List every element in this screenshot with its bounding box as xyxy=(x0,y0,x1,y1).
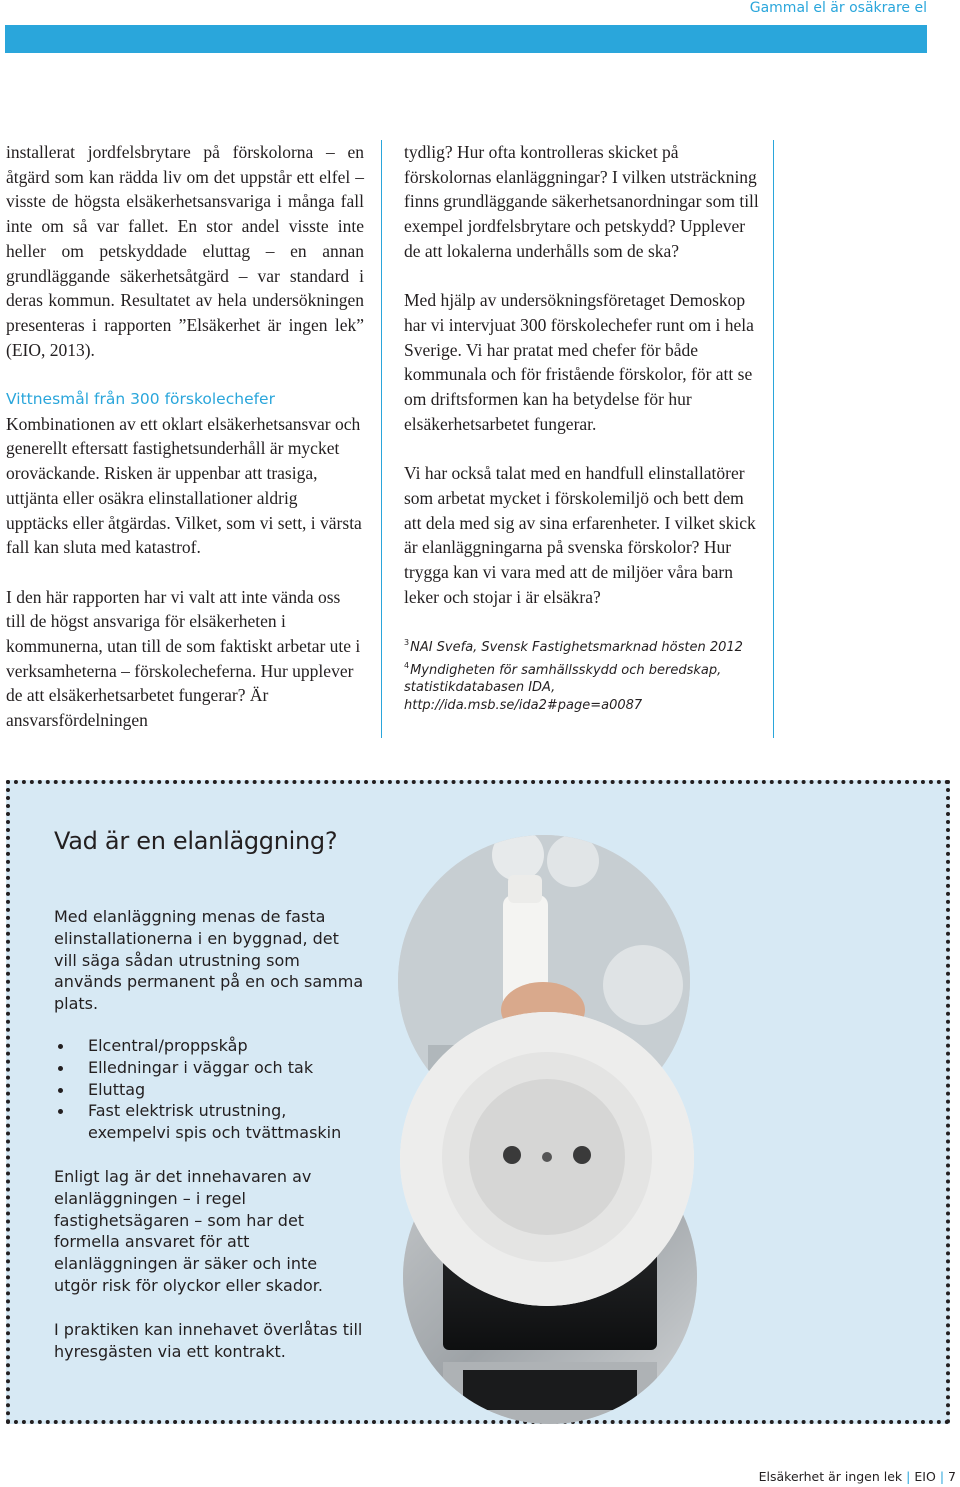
footer-separator: | xyxy=(939,1469,945,1484)
list-item-text: Eluttag xyxy=(88,1079,146,1099)
left-paragraph-2: Kombinationen av ett oklart elsäkerhetsansvar och generellt eftersatt fastighetsunderhåll är mycket oroväckande. Risken är uppenbar att trasiga, uttjänta eller osäkra elinstallationer aldrig upptäcks eller åtgärdas. Vilket, som vi sett, i värsta fall kan sluta med katastrof. xyxy=(6,413,362,558)
socket-photo xyxy=(400,1012,694,1306)
fact-box-intro: Med elanläggning menas de fasta elinstallationerna i en byggnad, det vill säga sådan utrustning som används permanent på en och samma plats. xyxy=(54,907,364,1014)
right-paragraph-3: Vi har också talat med en handfull elinstallatörer som arbetat mycket i förskolemiljö och bett dem att dela med sig av sina erfarenheter. I vilket skick är elanläggningarna på svenska förskolor? Hur trygga kan vi vara med att de miljöer våra barn leker och stojar i är elsäkra? xyxy=(404,463,756,607)
footer-separator: | xyxy=(906,1469,911,1484)
header-color-bar xyxy=(5,25,927,53)
fact-box-list xyxy=(54,1035,364,1144)
footnote-3-text: NAI Svefa, Svensk Fastighetsmarknad hösten 2012 xyxy=(410,640,743,656)
list-item xyxy=(54,1100,364,1144)
running-title: Gammal el är osäkrare el xyxy=(749,0,927,16)
footer-publication: Elsäkerhet är ingen lek xyxy=(758,1469,903,1484)
list-item xyxy=(54,1057,364,1079)
list-item-text: Elcentral/proppskåp xyxy=(88,1036,248,1055)
socket-illustration xyxy=(400,1012,694,1306)
right-paragraph-2: Med hjälp av undersökningsföretaget Demoskop har vi intervjuat 300 förskolechefer runt om i hela Sverige. Vi har pratat med chefer för både kommunala och för fristående förskolor, för att se om driftsformen kan ha betydelse för hur elsäkerhetsarbetet fungerar. xyxy=(404,290,754,434)
section-subheading: Vittnesmål från 300 förskolechefer xyxy=(6,390,275,409)
bullet-icon xyxy=(58,1088,63,1093)
bullet-icon xyxy=(58,1066,63,1071)
fact-box-practice-paragraph: I praktiken kan innehavet överlåtas till hyresgästen via ett kontrakt. xyxy=(54,1320,363,1361)
footnote-3 xyxy=(404,634,764,657)
right-paragraph-1: tydlig? Hur ofta kontrolleras skicket på förskolornas elanläggningar? I vilken utsträckning finns grundläggande säkerhetsanordningar som till exempel jordfelsbrytare och petskydd? Upplever de att lokalerna underhålls som de ska? xyxy=(404,142,759,261)
footer-org: EIO xyxy=(914,1469,936,1484)
column-divider-left xyxy=(381,140,382,738)
fact-box-law-paragraph: Enligt lag är det innehavaren av elanläggningen – i regel fastighetsägaren – som har det formella ansvaret för att elanläggningen är säker och inte utgör risk för olyckor eller skador. xyxy=(54,1167,323,1295)
list-item xyxy=(54,1035,364,1057)
footnote-4-text: Myndigheten för samhällsskydd och beredskap, statistikdatabasen IDA, http://ida.msb.se/ida2#page=a0087 xyxy=(404,662,722,713)
page-number: 7 xyxy=(948,1469,956,1484)
page-footer xyxy=(759,1469,956,1484)
fact-box-title: Vad är en elanläggning? xyxy=(54,827,338,855)
list-item-text: Elledningar i väggar och tak xyxy=(88,1057,314,1077)
left-text-column xyxy=(6,140,364,733)
footnote-4 xyxy=(404,657,764,715)
left-paragraph-3: I den här rapporten har vi valt att inte vända oss till de högst ansvariga för elsäkerheten i kommunerna, utan till de som faktiskt arbetar ute i verksamheterna – förskolecheferna. Hur upplever de att elsäkerhetsarbetet fungerar? Är ansvarsfördelningen xyxy=(6,586,361,731)
footnote-3-mark: 3 xyxy=(404,638,410,648)
left-paragraph-1: installerat jordfelsbrytare på förskolorna – en åtgärd som kan rädda liv om det uppstår ett elfel – visste de högsta elsäkerhetsansvariga i många fall inte om så var fallet. En stor andel visste inte heller om petskyddade eluttag – en annan grundläggande säkerhetsåtgärd – var standard i deras kommun. Resultatet av hela undersökningen presenteras i rapporten ”Elsäkerhet är ingen lek” (EIO, 2013). xyxy=(6,142,364,360)
bullet-icon xyxy=(58,1109,63,1114)
bullet-icon xyxy=(58,1044,63,1049)
list-item xyxy=(54,1079,364,1101)
footnote-4-mark: 4 xyxy=(404,660,410,670)
list-item-text: Fast elektrisk utrustning, exempelvi spis och tvättmaskin xyxy=(88,1101,342,1143)
running-head xyxy=(0,0,960,24)
right-text-column xyxy=(404,140,764,714)
footnotes xyxy=(404,634,764,714)
column-divider-right xyxy=(773,140,774,738)
